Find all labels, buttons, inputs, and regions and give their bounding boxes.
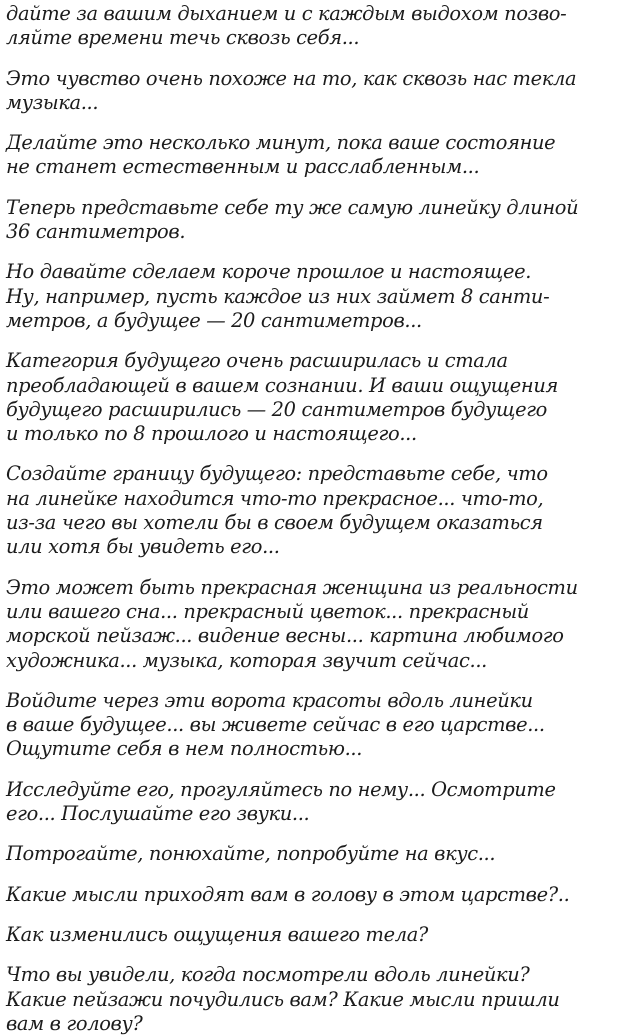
paragraph-11: Потрогайте, понюхайте, попробуйте на вкус...	[6, 842, 496, 866]
paragraph-5: Но давайте сделаем короче прошлое и настоящее. Ну, например, пусть каждое из них займет 8 санти- метров, а будущее — 20 сантиметров...	[6, 260, 550, 332]
paragraph-4: Теперь представьте себе ту же самую линейку длиной 36 сантиметров.	[6, 195, 579, 244]
paragraph-7: Создайте границу будущего: представьте себе, что на линейке находится что-то прекрасное... что-то, из-за чего вы хотели бы в своем будущем оказаться или хотя бы увидеть его...	[6, 462, 548, 559]
paragraph-6: Категория будущего очень расширилась и стала преобладающей в вашем сознании. И ваши ощущения будущего расширились — 20 сантиметров будущего и только по 8 прошлого и настоящего...	[6, 349, 558, 446]
paragraph-2: Это чувство очень похоже на то, как сквозь нас текла музыка...	[6, 66, 577, 114]
paragraph-1: дайте за вашим дыханием и с каждым выдохом позво- ляйте времени течь сквозь себя...	[6, 2, 567, 50]
paragraph-8: Это может быть прекрасная женщина из реальности или вашего сна... прекрасный цветок... прекрасный морской пейзаж... видение весны... картина любимого художника... музыка, которая звучит сейчас...	[6, 575, 578, 672]
paragraph-10: Исследуйте его, прогуляйтесь по нему... Осмотрите его... Послушайте его звуки...	[6, 777, 556, 826]
paragraph-12: Какие мысли приходят вам в голову в этом царстве?..	[6, 882, 570, 906]
paragraph-14: Что вы увидели, когда посмотрели вдоль линейки? Какие пейзажи почудились вам? Какие мысли пришли вам в голову?	[6, 963, 560, 1035]
paragraph-3: Делайте это несколько минут, пока ваше состояние не станет естественным и расслабленным...	[6, 131, 556, 179]
paragraph-9: Войдите через эти ворота красоты вдоль линейки в ваше будущее... вы живете сейчас в его царстве... Ощутите себя в нем полностью...	[6, 688, 545, 761]
paragraph-13: Как изменились ощущения вашего тела?	[6, 922, 428, 946]
